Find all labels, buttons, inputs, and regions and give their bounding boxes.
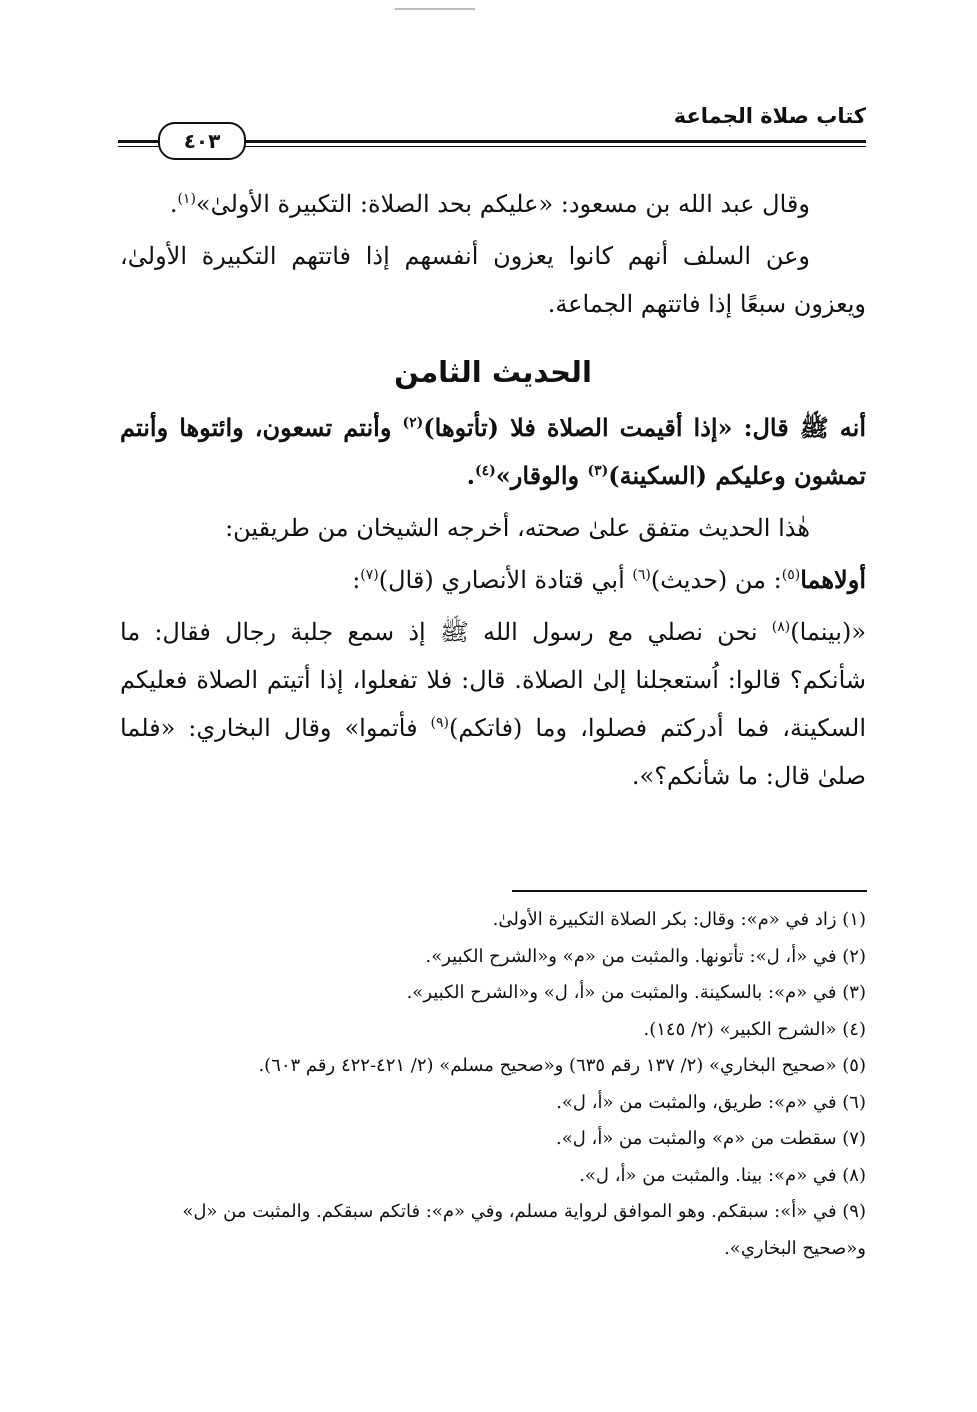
main-text xyxy=(120,180,866,804)
footnote-ref-8[interactable]: (٨) xyxy=(771,619,791,635)
footnote-ref-7[interactable]: (٧) xyxy=(360,567,379,583)
paragraph-ibn-masud: وقال عبد الله بن مسعود: «عليكم بحد الصلاة: التكبيرة الأولىٰ»$^{(١)}$. xyxy=(169,190,810,218)
footnote-3: (٣) في «م»: بالسكينة. والمثبت من «أ، ل» و«الشرح الكبير». xyxy=(406,982,866,1003)
footnote-6: (٦) في «م»: طريق، والمثبت من «أ، ل». xyxy=(556,1091,866,1113)
section-heading: الحديث الثامن xyxy=(394,355,592,389)
footnote-ref-6[interactable]: (٦) xyxy=(632,567,651,583)
paragraph-first-path: أولاهما$^{(٥)}$: من (حديث)$^{(٦)}$ أبي قتادة الأنصاري (قال)$^{(٧)}$: xyxy=(352,565,866,594)
paragraph-salaf: وعن السلف أنهم كانوا يعزون أنفسهم إذا فاتتهم التكبيرة الأولىٰ، ويعزون سبعًا إذا فاتتهم الجماعة. xyxy=(120,242,866,318)
page-header xyxy=(118,102,866,158)
footnote-ref-3[interactable]: (٣) xyxy=(587,463,609,479)
footnote-ref-9[interactable]: (٩) xyxy=(430,715,449,731)
footnote-ref-2[interactable]: (٢) xyxy=(402,415,424,431)
footnote-7: (٧) سقطت من «م» والمثبت من «أ، ل». xyxy=(555,1128,866,1149)
paragraph-narration: «(بينما)$^{(٨)}$ نحن نصلي مع رسول الله ﷺ إذ سمع جلبة رجال فقال: ما شأنكم؟ قالوا: اُستعجلنا إلىٰ الصلاة. قال: فلا تفعلوا، إذا أتيتم الصلاة فعليكم السكينة، فما أدركتم فصلوا، وما (فاتكم)$^{(٩)}$ فأتموا» وقال البخاري: «فلما صلىٰ قال: ما شأنكم؟». xyxy=(120,618,866,790)
footnote-ref-1[interactable]: (١) xyxy=(177,191,196,207)
page-number: ٤٠٣ xyxy=(158,122,246,160)
footnote-4: (٤) «الشرح الكبير» (٢/ ١٤٥). xyxy=(643,1018,866,1040)
paragraph-takhrij: هٰذا الحديث متفق علىٰ صحته، أخرجه الشيخان من طريقين: xyxy=(225,514,810,542)
footnote-2: (٢) في «أ، ل»: تأتونها. والمثبت من «م» و«الشرح الكبير». xyxy=(425,945,866,967)
footnote-separator xyxy=(512,890,867,892)
footnote-ref-5[interactable]: (٥) xyxy=(781,567,801,583)
footnote-5: (٥) «صحيح البخاري» (٢/ ١٣٧ رقم ٦٣٥) و«صحيح مسلم» (٢/ ٤٢١-٤٢٢ رقم ٦٠٣). xyxy=(258,1055,866,1076)
footnote-1: (١) زاد في «م»: وقال: بكر الصلاة التكبيرة الأولىٰ. xyxy=(492,909,866,930)
footnote-ref-4[interactable]: (٤) xyxy=(475,463,496,479)
footnotes xyxy=(120,902,866,1267)
footnote-8: (٨) في «م»: بينا. والمثبت من «أ، ل». xyxy=(579,1164,866,1186)
scan-mark xyxy=(395,8,475,10)
hadith-text: أنه ﷺ قال: «إذا أقيمت الصلاة فلا (تأتوها)$^{(٢)}$ وأنتم تسعون، وائتوها وأنتم تمشون وعليكم (السكينة)$^{(٣)}$ والوقار»$^{(٤)}$. xyxy=(120,413,866,490)
footnote-9: (٩) في «أ»: سبقكم. وهو الموافق لرواية مسلم، وفي «م»: فاتكم سبقكم. والمثبت من «ل» و«صحيح البخاري». xyxy=(182,1201,866,1259)
running-title: كتاب صلاة الجماعة xyxy=(673,104,866,128)
